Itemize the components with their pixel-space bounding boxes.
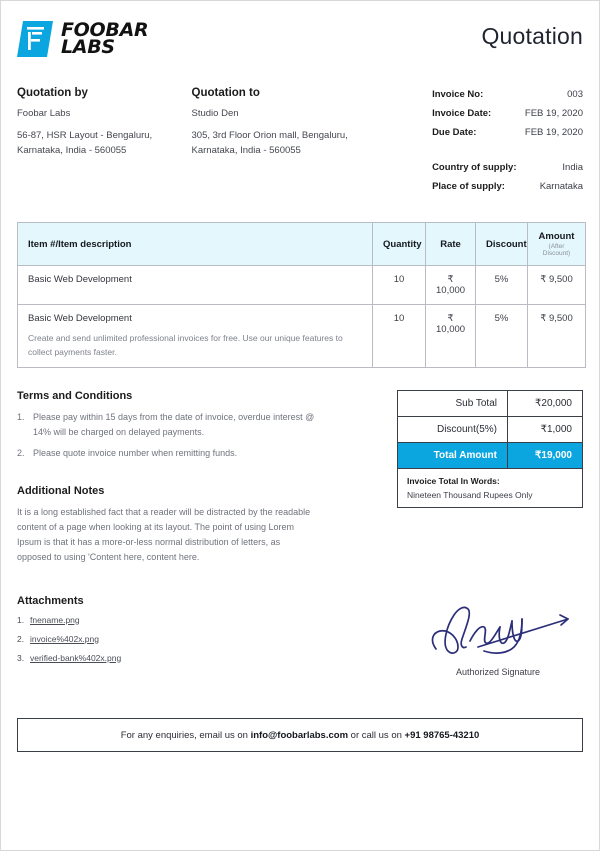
meta-spacer — [432, 146, 583, 162]
quotation-to-name: Studio Den — [191, 108, 239, 119]
quotation-to-address-line1: 305, 3rd Floor Orion mall, Bengaluru, — [191, 130, 348, 141]
list-item[interactable] — [17, 634, 317, 644]
cell-discount: 5% — [476, 305, 528, 368]
footer-contact-bar — [17, 718, 583, 752]
meta-row-due-date — [432, 127, 583, 138]
item-description: Create and send unlimited professional invoices for free. Use our unique features to collect payments faster. — [28, 333, 343, 357]
total-in-words-value: Nineteen Thousand Rupees Only — [407, 490, 533, 500]
terms-and-notes — [17, 390, 317, 565]
totals-table — [397, 390, 583, 508]
totals-row-discount — [398, 417, 582, 443]
logo-line-2: LABS — [61, 36, 115, 58]
attachment-link[interactable]: invoice%402x.png — [30, 633, 99, 644]
discount-label: Discount(5%) — [398, 417, 508, 442]
mid-section — [17, 390, 583, 565]
place-of-supply-label: Place of supply: — [432, 181, 505, 192]
total-in-words-label: Invoice Total In Words: — [407, 476, 500, 486]
footer-phone[interactable]: +91 98765-43210 — [404, 729, 480, 741]
meta-row-invoice-no — [432, 89, 583, 100]
term-text: Please pay within 15 days from the date of invoice, overdue interest @ 14% will be charged on delayed payments. — [33, 412, 315, 437]
cell-quantity: 10 — [373, 305, 426, 368]
list-item[interactable] — [17, 653, 317, 663]
column-header-amount-sub: (After Discount) — [542, 243, 571, 257]
list-item — [17, 410, 317, 439]
cell-rate: ₹ 10,000 — [426, 266, 476, 305]
item-title: Basic Web Development — [28, 274, 132, 285]
total-amount-value: ₹19,000 — [535, 450, 572, 461]
totals-block — [397, 390, 583, 565]
document-header — [17, 17, 583, 59]
invoice-no-value: 003 — [567, 89, 583, 100]
column-header-quantity: Quantity — [373, 223, 426, 266]
cell-discount: 5% — [476, 266, 528, 305]
table-row — [18, 266, 586, 305]
line-items-table — [17, 222, 586, 368]
signature-icon — [418, 597, 578, 659]
invoice-date-label: Invoice Date: — [432, 108, 492, 119]
totals-row-total — [398, 443, 582, 469]
meta-row-place — [432, 181, 583, 192]
attachments-heading: Attachments — [17, 594, 84, 607]
quotation-by-heading: Quotation by — [17, 87, 88, 99]
invoice-meta-block — [432, 87, 583, 200]
place-of-supply-value: Karnataka — [539, 181, 583, 192]
attachment-number: 2. — [17, 633, 25, 644]
list-item — [17, 446, 317, 461]
sub-total-value: ₹20,000 — [535, 398, 572, 409]
country-of-supply-label: Country of supply: — [432, 162, 517, 173]
company-logo — [17, 19, 148, 59]
due-date-label: Due Date: — [432, 127, 477, 138]
column-header-amount — [528, 223, 586, 266]
quotation-by-name: Foobar Labs — [17, 108, 71, 119]
country-of-supply-value: India — [562, 162, 583, 173]
logo-wordmark — [61, 19, 149, 58]
column-header-discount: Discount — [476, 223, 528, 266]
foobar-logo-icon — [17, 19, 53, 59]
additional-notes-block — [17, 485, 317, 565]
term-number: 1. — [17, 412, 25, 422]
total-amount-label: Total Amount — [398, 443, 508, 468]
additional-notes-body: It is a long established fact that a reader will be distracted by the readable content of a page when looking at its layout. The point of using Lorem Ipsum is that it has a more-or-less normal distribution of letters, as opposed to using 'Content here, content here. — [17, 506, 311, 562]
attachment-number: 3. — [17, 652, 25, 663]
term-number: 2. — [17, 448, 25, 458]
footer-prefix: For any enquiries, email us on — [120, 729, 251, 741]
column-header-description: Item #/Item description — [18, 223, 373, 266]
quotation-by-block — [17, 87, 192, 200]
invoice-date-value: FEB 19, 2020 — [524, 108, 583, 119]
discount-value: ₹1,000 — [540, 424, 572, 435]
attachments-list — [17, 615, 317, 663]
terms-heading: Terms and Conditions — [17, 390, 133, 402]
lower-section — [17, 595, 583, 677]
list-item[interactable] — [17, 615, 317, 625]
page-title: Quotation — [481, 23, 583, 49]
footer-text — [121, 730, 480, 741]
column-header-rate: Rate — [426, 223, 476, 266]
attachment-number: 1. — [17, 614, 25, 625]
footer-middle: or call us on — [348, 729, 405, 741]
totals-row-subtotal — [398, 391, 582, 417]
cell-description — [18, 266, 373, 305]
quotation-by-address-line1: 56-87, HSR Layout - Bengaluru, — [17, 130, 153, 141]
quotation-to-heading: Quotation to — [191, 87, 260, 99]
cell-description — [18, 305, 373, 368]
cell-rate: ₹ 10,000 — [426, 305, 476, 368]
table-header-row — [18, 223, 586, 266]
table-row — [18, 305, 586, 368]
quotation-to-address-line2: Karnataka, India - 560055 — [191, 145, 301, 156]
cell-quantity: 10 — [373, 266, 426, 305]
quotation-to-block — [192, 87, 433, 200]
attachment-link[interactable]: verified-bank%402x.png — [30, 652, 122, 663]
quotation-by-address-line2: Karnataka, India - 560055 — [17, 145, 127, 156]
signature-block — [413, 595, 583, 677]
attachments-block — [17, 595, 317, 677]
additional-notes-heading: Additional Notes — [17, 484, 105, 497]
attachment-link[interactable]: fnename.png — [30, 614, 80, 625]
cell-amount: ₹ 9,500 — [528, 305, 586, 368]
column-header-amount-main: Amount — [538, 231, 575, 242]
footer-email[interactable]: info@foobarlabs.com — [250, 729, 349, 741]
terms-list — [17, 410, 317, 461]
parties-section — [17, 87, 583, 200]
term-text: Please quote invoice number when remitting funds. — [33, 448, 238, 458]
logo-line-1: FOOBAR — [61, 19, 149, 41]
cell-amount: ₹ 9,500 — [528, 266, 586, 305]
invoice-no-label: Invoice No: — [432, 89, 484, 100]
meta-row-country — [432, 162, 583, 173]
item-title: Basic Web Development — [28, 313, 132, 324]
meta-row-invoice-date — [432, 108, 583, 119]
sub-total-label: Sub Total — [398, 391, 508, 416]
total-in-words-block — [398, 469, 582, 507]
due-date-value: FEB 19, 2020 — [524, 127, 583, 138]
signature-label: Authorized Signature — [455, 666, 541, 677]
